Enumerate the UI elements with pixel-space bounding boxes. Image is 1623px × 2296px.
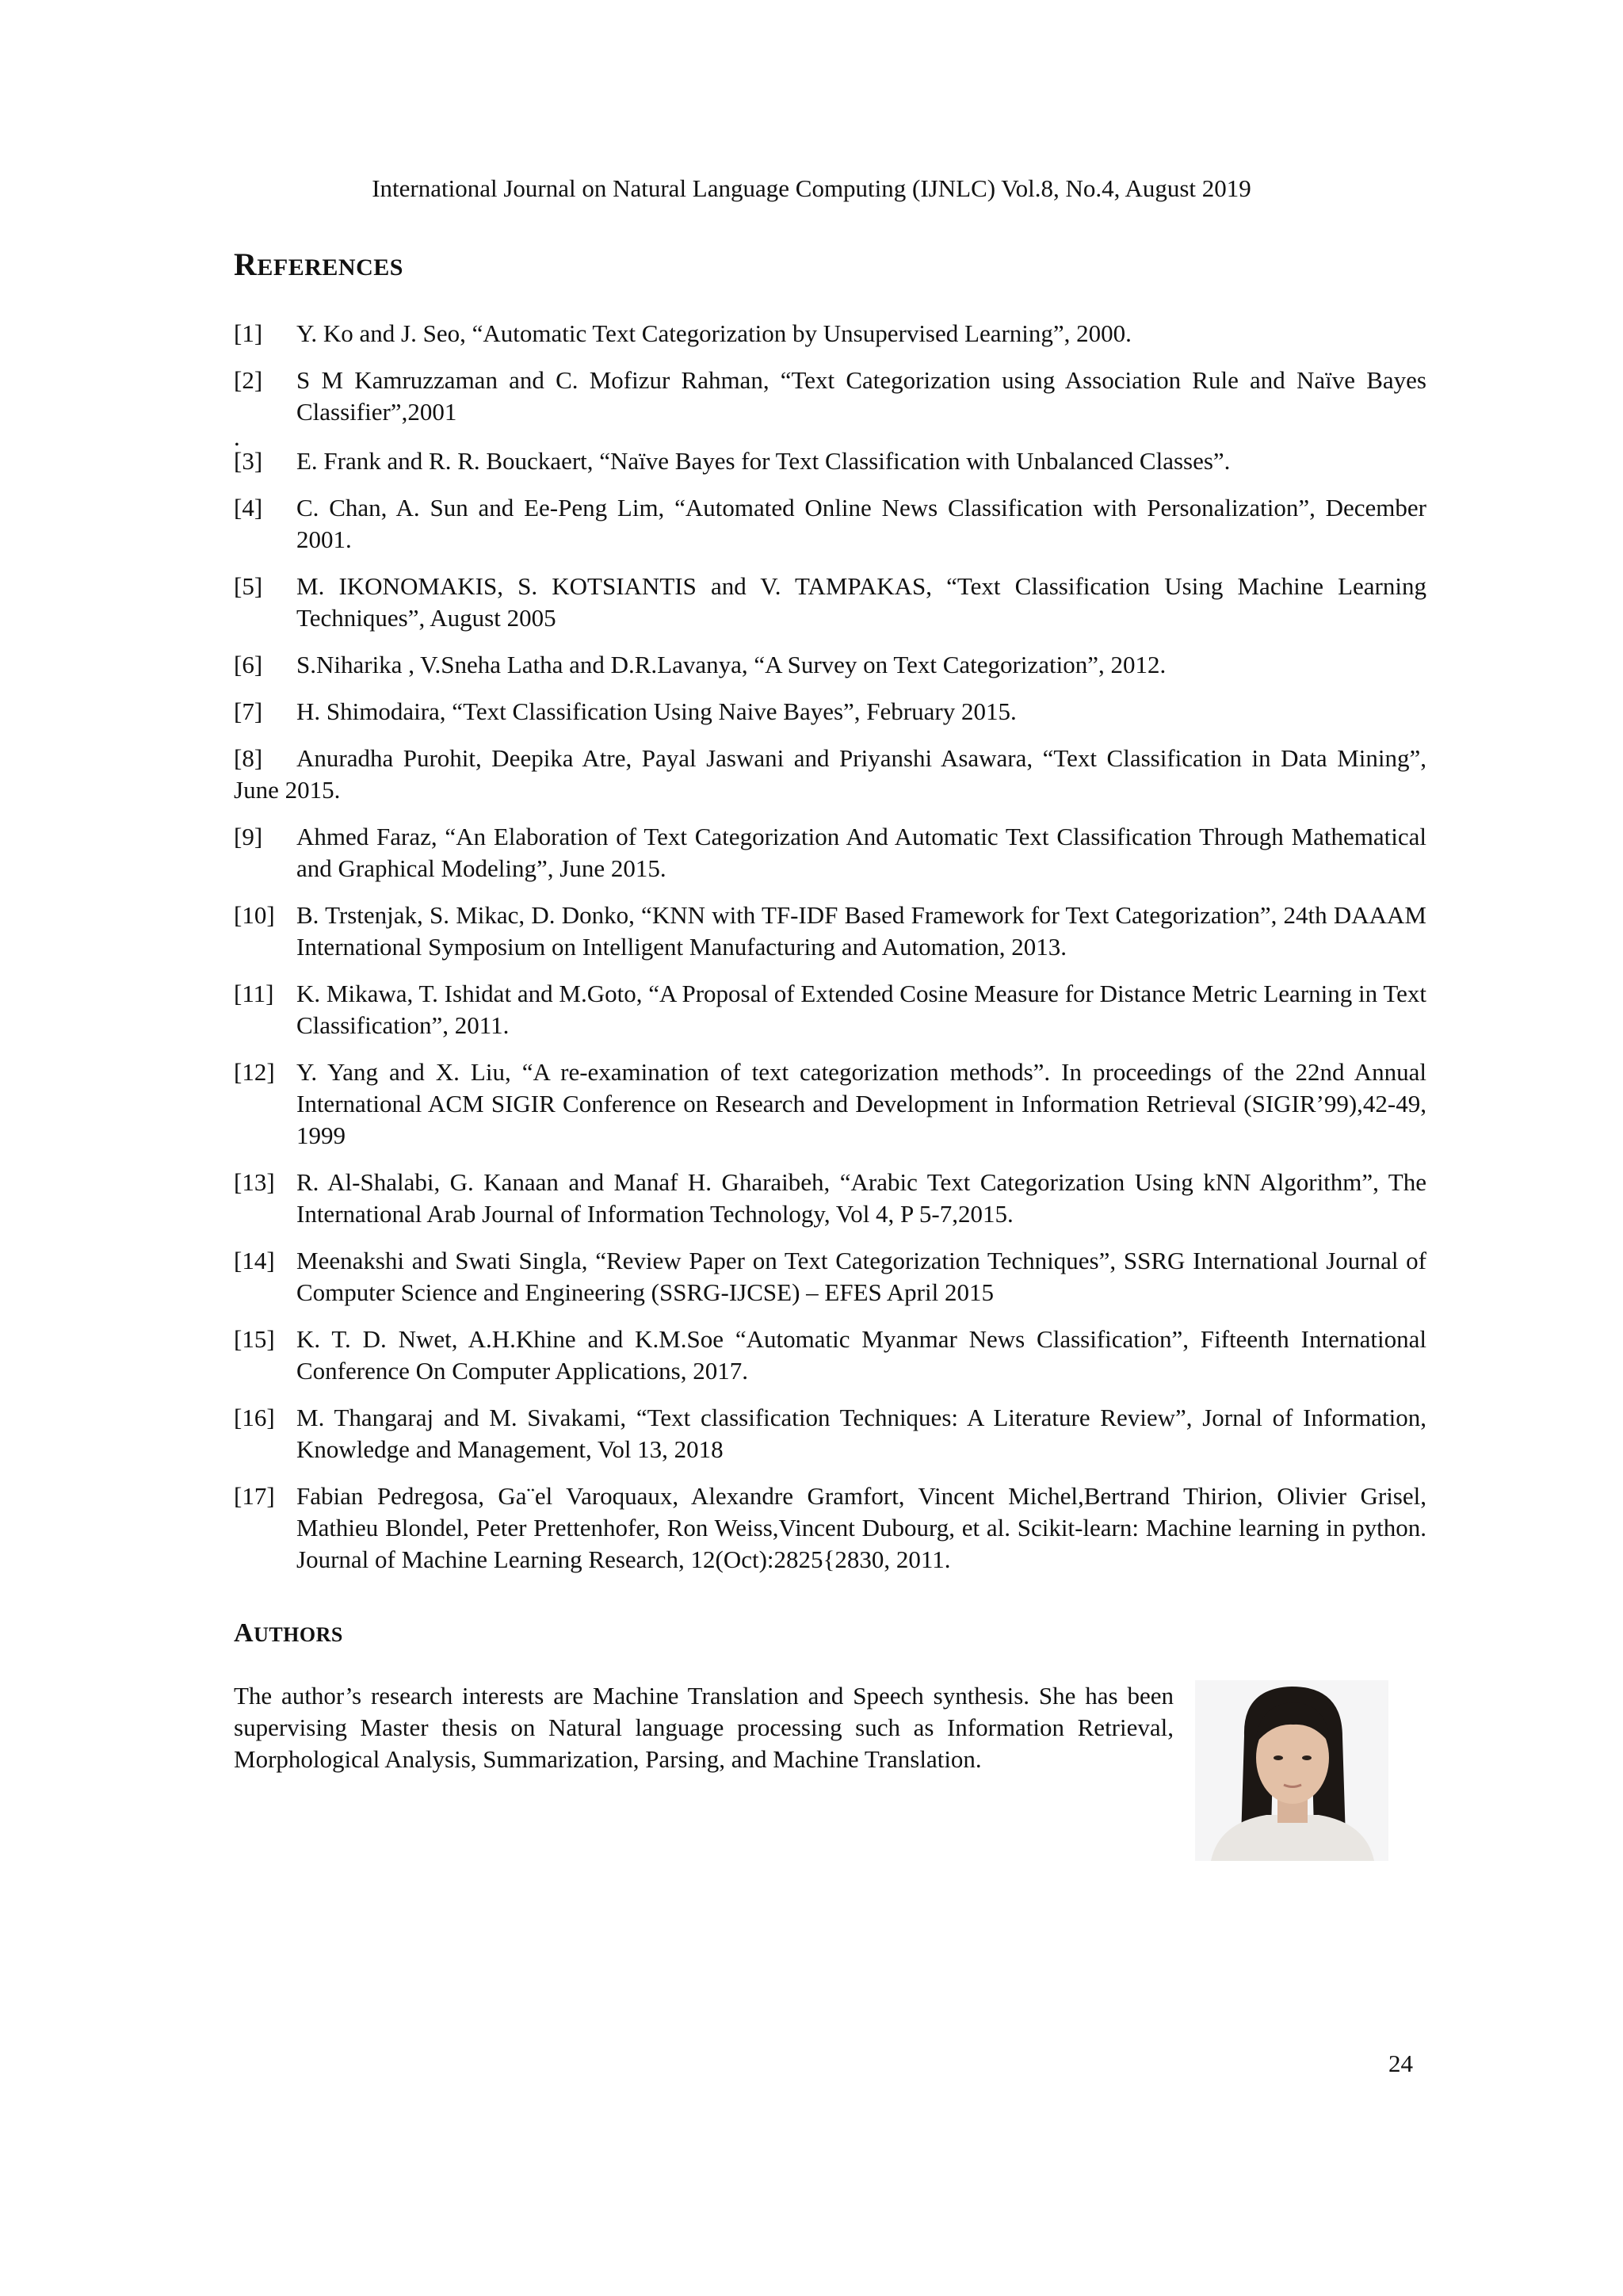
reference-item xyxy=(234,1480,1426,1576)
reference-number: [14] xyxy=(234,1247,275,1274)
reference-item xyxy=(234,1056,1426,1152)
reference-number: [7] xyxy=(234,697,263,725)
author-portrait-image xyxy=(1195,1680,1388,1861)
reference-text: M. Thangaraj and M. Sivakami, “Text classification Techniques: A Literature Review”, Jornal of Information, Knowledge and Management, Vol 13, 2018 xyxy=(296,1404,1426,1463)
reference-item xyxy=(234,445,1426,477)
reference-number: [9] xyxy=(234,823,263,850)
reference-number: [17] xyxy=(234,1482,275,1510)
reference-number: [15] xyxy=(234,1325,275,1353)
reference-number: [8] xyxy=(234,744,263,772)
reference-number: [2] xyxy=(234,366,263,394)
reference-list xyxy=(234,318,1426,1591)
reference-number: [3] xyxy=(234,447,263,475)
reference-text: S M Kamruzzaman and C. Mofizur Rahman, “Text Categorization using Association Rule and Naïve Bayes Classifier”,2001 xyxy=(296,366,1426,426)
reference-text: Ahmed Faraz, “An Elaboration of Text Categorization And Automatic Text Classification Through Mathematical and Graphical Modeling”, June 2015. xyxy=(296,823,1426,882)
reference-item xyxy=(234,318,1426,350)
page-number: 24 xyxy=(1388,2050,1413,2077)
reference-number: [5] xyxy=(234,572,263,600)
authors-heading xyxy=(234,1618,343,1648)
reference-item xyxy=(234,571,1426,634)
reference-item xyxy=(234,1167,1426,1230)
reference-number: [12] xyxy=(234,1058,275,1086)
reference-text: Y. Ko and J. Seo, “Automatic Text Categorization by Unsupervised Learning”, 2000. xyxy=(296,319,1132,347)
reference-text: K. Mikawa, T. Ishidat and M.Goto, “A Proposal of Extended Cosine Measure for Distance Metric Learning in Text Classification”, 2011. xyxy=(296,980,1426,1039)
reference-number: [11] xyxy=(234,980,274,1007)
reference-item xyxy=(234,492,1426,556)
reference-item xyxy=(234,821,1426,884)
reference-item xyxy=(234,900,1426,963)
reference-item xyxy=(234,649,1426,681)
reference-text: C. Chan, A. Sun and Ee-Peng Lim, “Automated Online News Classification with Personalization”, December 2001. xyxy=(296,494,1426,553)
reference-text: Fabian Pedregosa, Ga¨el Varoquaux, Alexandre Gramfort, Vincent Michel,Bertrand Thirion, Olivier Grisel, Mathieu Blondel, Peter Prettenhofer, Ron Weiss,Vincent Dubourg, et al. Scikit-learn: Machine learning in python. Journal of Machine Learning Research, 12(Oct):2825{2830, 2011. xyxy=(296,1482,1426,1573)
reference-text: Anuradha Purohit, Deepika Atre, Payal Jaswani and Priyanshi Asawara, “Text Classification in Data Mining”, June 2015. xyxy=(234,744,1426,804)
stray-period xyxy=(234,423,1426,451)
reference-text: Y. Yang and X. Liu, “A re-examination of text categorization methods”. In proceedings of the 22nd Annual International ACM SIGIR Conference on Research and Development in Information Retrieval (SIGIR’99),42-49, 1999 xyxy=(296,1058,1426,1149)
reference-item xyxy=(234,365,1426,428)
reference-number: [13] xyxy=(234,1168,275,1196)
reference-number: [6] xyxy=(234,651,263,678)
reference-number: [16] xyxy=(234,1404,275,1431)
reference-text: K. T. D. Nwet, A.H.Khine and K.M.Soe “Automatic Myanmar News Classification”, Fifteenth International Conference On Computer Applications, 2017. xyxy=(296,1325,1426,1385)
reference-text: Meenakshi and Swati Singla, “Review Paper on Text Categorization Techniques”, SSRG International Journal of Computer Science and Engineering (SSRG-IJCSE) – EFES April 2015 xyxy=(296,1247,1426,1306)
reference-text: E. Frank and R. R. Bouckaert, “Naïve Bayes for Text Classification with Unbalanced Classes”. xyxy=(296,447,1231,475)
reference-text: M. IKONOMAKIS, S. KOTSIANTIS and V. TAMPAKAS, “Text Classification Using Machine Learning Techniques”, August 2005 xyxy=(296,572,1426,632)
reference-number: [1] xyxy=(234,319,263,347)
stray-period-text: . xyxy=(234,423,240,451)
running-header: International Journal on Natural Language Computing (IJNLC) Vol.8, No.4, August 2019 xyxy=(372,174,1251,202)
reference-item xyxy=(234,1402,1426,1465)
author-bio: The author’s research interests are Machine Translation and Speech synthesis. She has been supervising Master thesis on Natural language processing such as Information Retrieval, Morphological Analysis, Summarization, Parsing, and Machine Translation. xyxy=(234,1682,1174,1773)
references-heading-rest: EFERENCES xyxy=(257,254,403,281)
reference-item xyxy=(234,696,1426,728)
references-heading-cap: R xyxy=(234,246,258,282)
reference-text: B. Trstenjak, S. Mikac, D. Donko, “KNN with TF-IDF Based Framework for Text Categorization”, 24th DAAAM International Symposium on Intelligent Manufacturing and Automation, 2013. xyxy=(296,901,1426,961)
authors-heading-cap: A xyxy=(234,1618,254,1648)
reference-item xyxy=(234,743,1426,806)
reference-number: [4] xyxy=(234,494,263,521)
reference-text: S.Niharika , V.Sneha Latha and D.R.Lavanya, “A Survey on Text Categorization”, 2012. xyxy=(296,651,1167,678)
reference-item xyxy=(234,978,1426,1041)
authors-heading-rest: UTHORS xyxy=(254,1623,343,1646)
reference-number: [10] xyxy=(234,901,275,929)
author-photo xyxy=(1195,1680,1388,1861)
reference-text: R. Al-Shalabi, G. Kanaan and Manaf H. Gharaibeh, “Arabic Text Categorization Using kNN Algorithm”, The International Arab Journal of Information Technology, Vol 4, P 5-7,2015. xyxy=(296,1168,1426,1228)
references-heading xyxy=(234,246,403,283)
reference-text: H. Shimodaira, “Text Classification Using Naive Bayes”, February 2015. xyxy=(296,697,1017,725)
reference-item xyxy=(234,1324,1426,1387)
reference-item xyxy=(234,1245,1426,1308)
